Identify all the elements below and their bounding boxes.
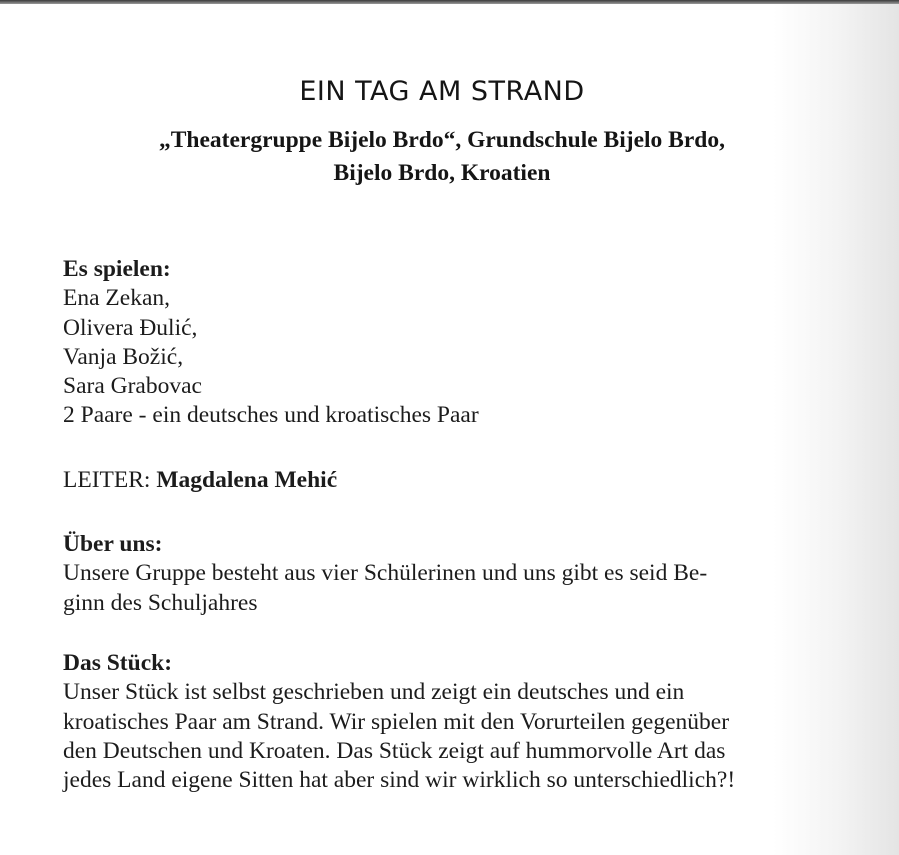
play-line: jedes Land eigene Sitten hat aber sind wir wirklich so unterschiedlich?! — [63, 767, 736, 794]
cast-member: Ena Zekan, — [63, 285, 171, 312]
page-top-edge — [0, 0, 899, 4]
document-title: EIN TAG AM STRAND — [299, 76, 585, 107]
play-line: Unser Stück ist selbst geschrieben und zeigt ein deutsches und ein — [63, 679, 685, 706]
subtitle-line: „Theatergruppe Bijelo Brdo“, Grundschule Bijelo Brdo, — [159, 127, 725, 153]
about-line: Unsere Gruppe besteht aus vier Schülerinen und uns gibt es seid Be- — [63, 560, 708, 587]
play-section — [63, 649, 823, 795]
about-heading: Über uns: — [63, 531, 163, 557]
leader-line — [63, 466, 823, 495]
leader-name: Magdalena Mehić — [156, 467, 338, 493]
subtitle-line: Bijelo Brdo, Kroatien — [333, 160, 551, 186]
play-line: kroatisches Paar am Strand. Wir spielen mit den Vorurteilen gegenüber — [63, 708, 730, 735]
document-subtitle — [0, 124, 884, 190]
about-section — [63, 530, 823, 618]
cast-member: 2 Paare - ein deutsches und kroatisches Paar — [63, 402, 479, 429]
cast-member: Sara Grabovac — [63, 373, 202, 400]
leader-section — [63, 466, 823, 495]
cast-member: Olivera Đulić, — [63, 314, 198, 341]
about-line: ginn des Schuljahres — [63, 589, 258, 616]
cast-member: Vanja Božić, — [63, 343, 184, 370]
play-line: den Deutschen und Kroaten. Das Stück zeigt auf hummorvolle Art das — [63, 737, 726, 764]
cast-section — [63, 255, 823, 431]
play-heading: Das Stück: — [63, 650, 173, 676]
cast-heading: Es spielen: — [63, 256, 171, 282]
leader-label: LEITER: — [63, 467, 151, 493]
